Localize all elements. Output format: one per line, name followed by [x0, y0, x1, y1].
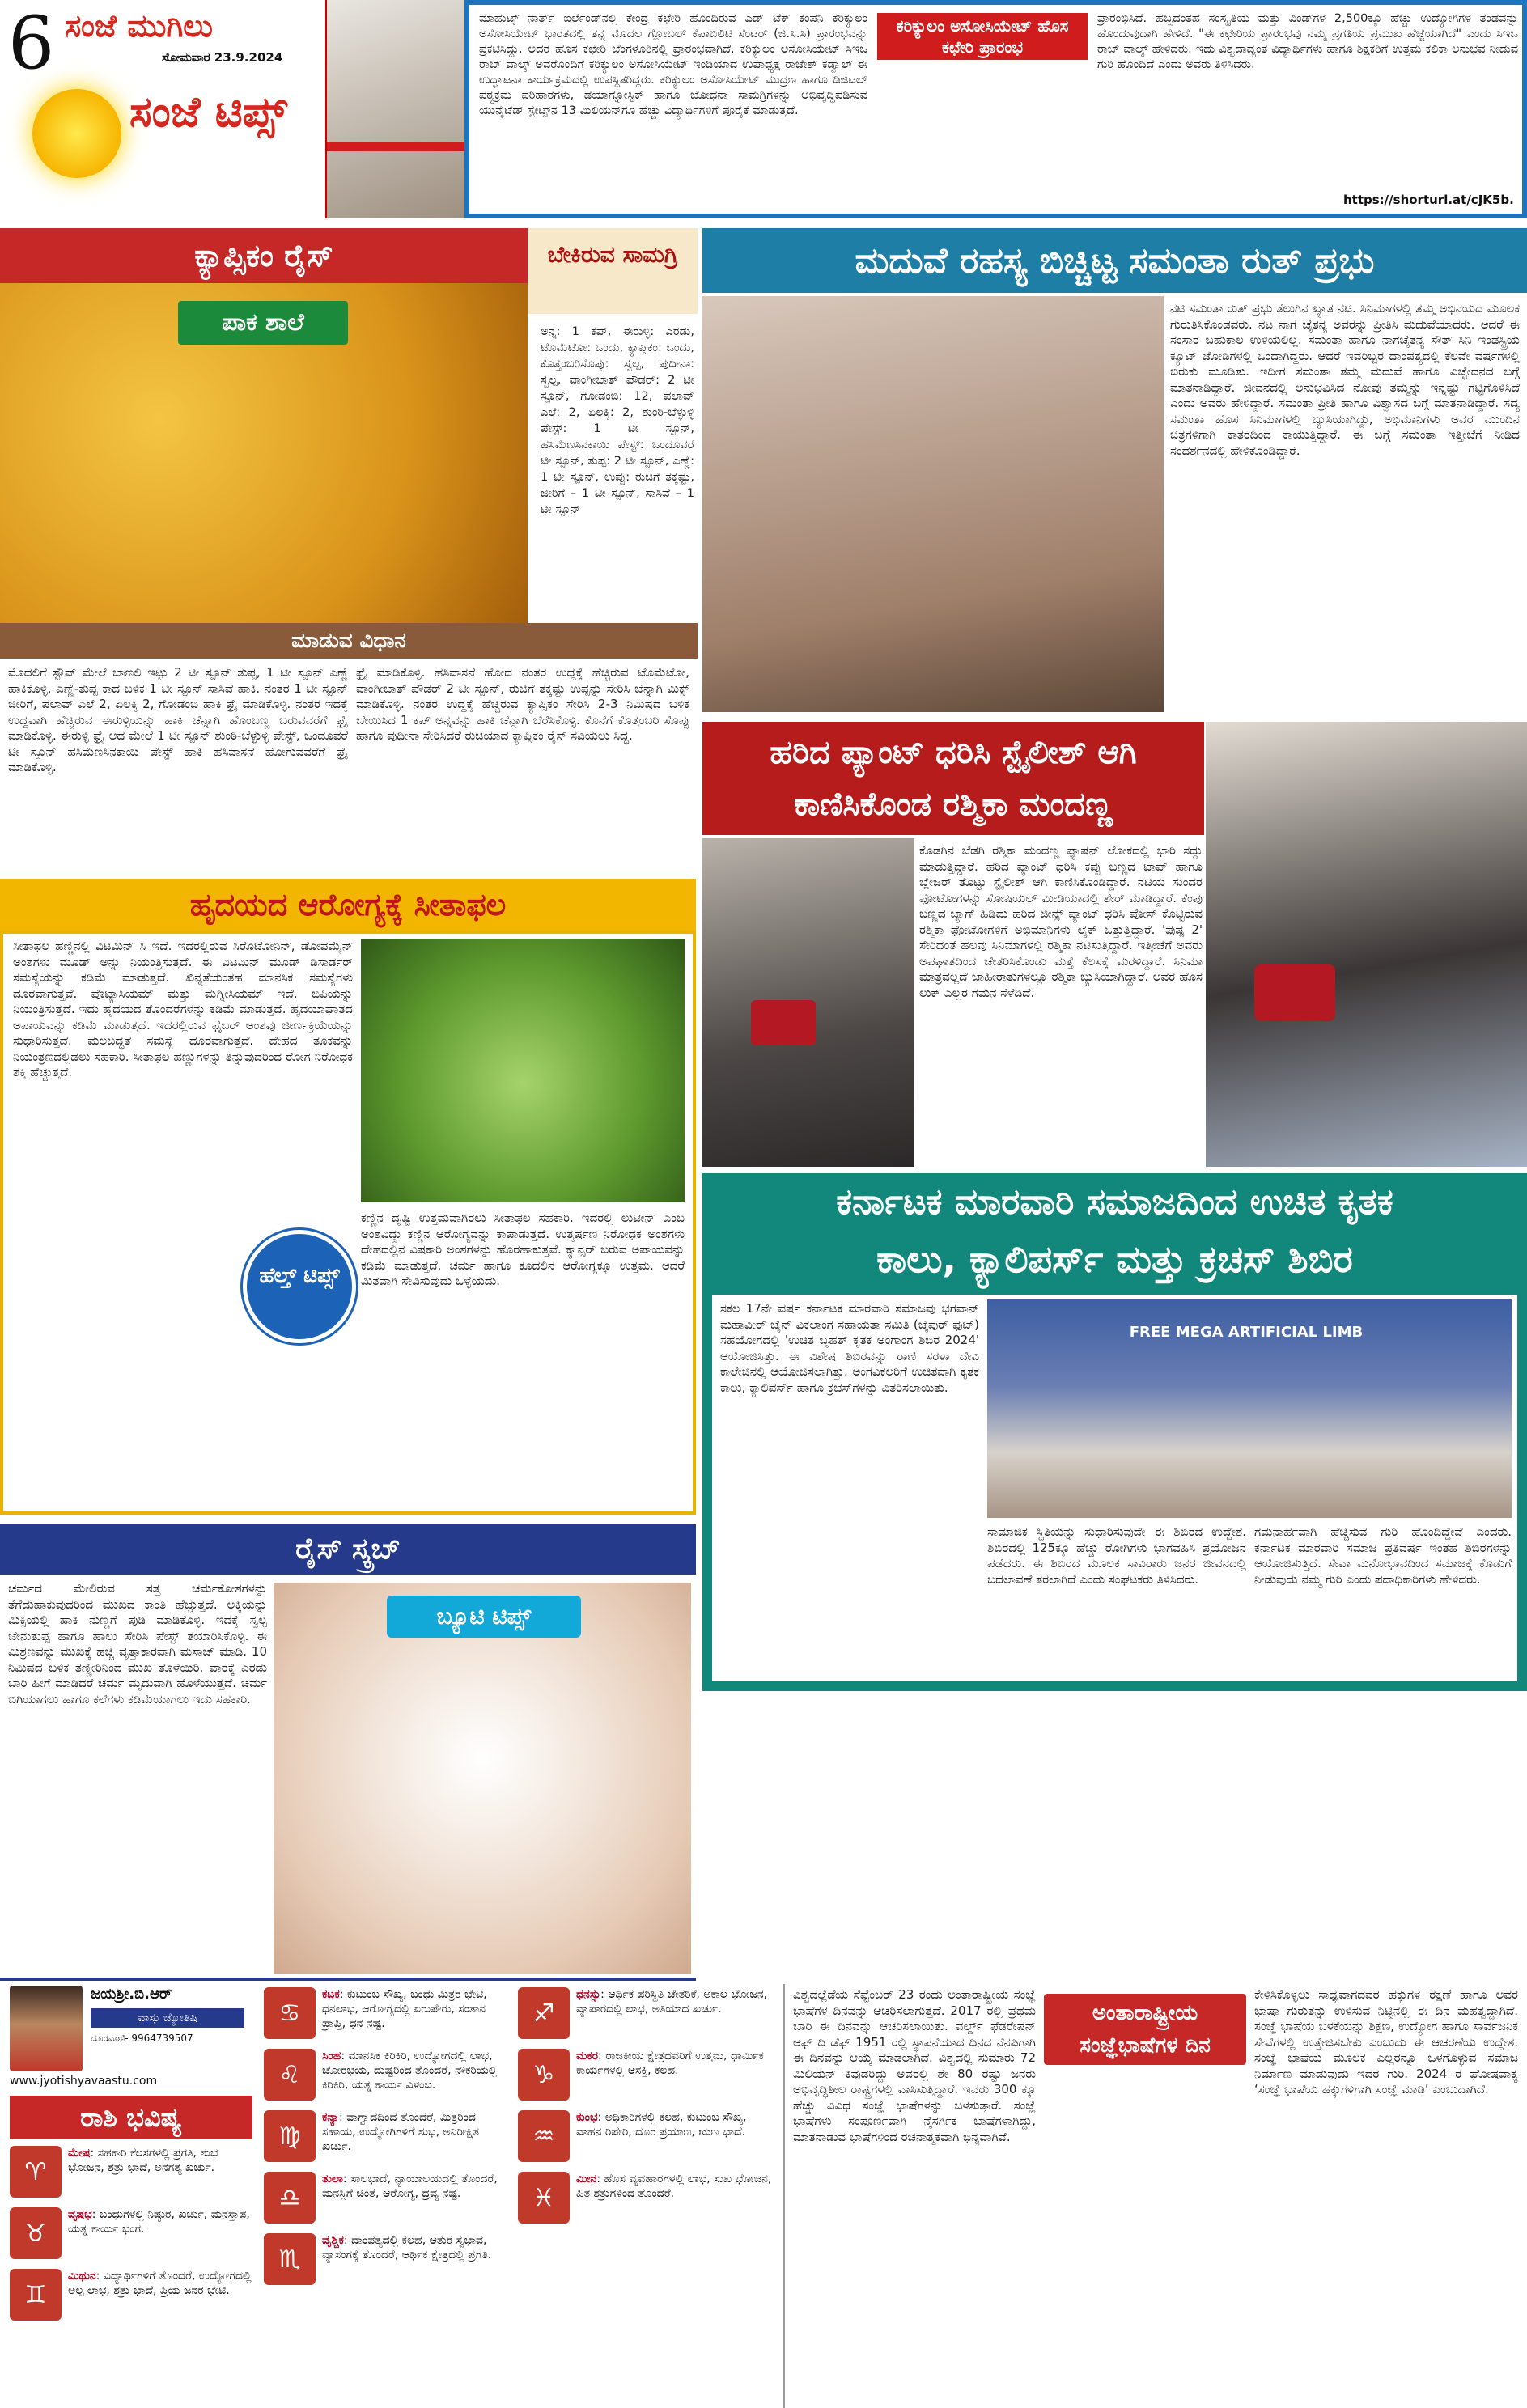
scorpion-icon: ♏ — [264, 2233, 316, 2285]
rice-scrub-rule — [0, 1978, 696, 1981]
lion-icon: ♌ — [264, 2049, 316, 2101]
samantha-headline: ಮದುವೆ ರಹಸ್ಯ ಬಿಚ್ಚಿಟ್ಟ ಸಮಂತಾ ರುತ್ ಪ್ರಭು — [702, 228, 1527, 293]
bull-icon: ♉ — [10, 2207, 62, 2259]
masthead — [0, 0, 327, 218]
rashi-vrishabha: ♉ ವೃಷಭ: ಬಂಧುಗಳಲ್ಲಿ ನಿಷ್ಠುರ, ಖರ್ಚು, ಮನಸ್ತಾಪ, ಯತ್ನ ಕಾರ್ಯ ಭಂಗ. — [10, 2207, 252, 2259]
camp-body-1: ಸಕಲ 17ನೇ ವರ್ಷ ಕರ್ನಾಟಕ ಮಾರವಾರಿ ಸಮಾಜವು ಭಗವಾನ್ ಮಹಾವೀರ್ ಜೈನ್ ವಿಕಲಾಂಗ ಸಹಾಯತಾ ಸಮಿತಿ (ಜೈಪುರ್ ಫುಟ್) ಸಹಯೋಗದಲ್ಲಿ 'ಉಚಿತ ಬೃಹತ್ ಕೃತಕ ಅಂಗಾಂಗ ಶಿಬಿರ 2024' ಆಯೋಜಿಸಿತ್ತು. ಈ ವಿಶೇಷ ಶಿಬಿರವನ್ನು ರಾಣಿ ಸರಳಾ ದೇವಿ ಕಾಲೇಜಿನಲ್ಲಿ ಆಯೋಜಿಸಲಾಗಿತ್ತು. ಅಂಗವಿಕಲರಿಗೆ ಉಚಿತವಾಗಿ ಕೃತಕ ಕಾಲು, ಕ್ಯಾಲಿಪರ್ಸ್ ಹಾಗೂ ಕ್ರಚಸ್‌ಗಳನ್ನು ವಿತರಿಸಲಾಯಿತು. — [720, 1301, 979, 1395]
astrologer-name: ಜಯಶ್ರೀ.ಬಿ.ಆರ್ — [91, 1986, 172, 2003]
astrologer-avatar — [10, 1986, 83, 2071]
rashmika-photo-left — [702, 838, 914, 1167]
sign-language-body-2: ಕೇಳಿಸಿಕೊಳ್ಳಲು ಸಾಧ್ಯವಾಗದವರ ಹಕ್ಕುಗಳ ರಕ್ಷಣೆ ಹಾಗೂ ಅವರ ಭಾಷಾ ಗುರುತನ್ನು ಉಳಿಸುವ ನಿಟ್ಟಿನಲ್ಲಿ ಈ ದಿನ ಮಹತ್ವದ್ದಾಗಿದೆ. ಸಂಜ್ಞೆ ಭಾಷೆಯ ಬಳಕೆಯನ್ನು ಶಿಕ್ಷಣ, ಉದ್ಯೋಗ ಹಾಗೂ ಸಾರ್ವಜನಿಕ ಸೇವೆಗಳಲ್ಲಿ ಉತ್ತೇಜಿಸಬೇಕು ಎಂಬುದು ಈ ಆಚರಣೆಯ ಉದ್ದೇಶ. ಸಂಜ್ಞೆ ಭಾಷೆಯ ಮೂಲಕ ಎಲ್ಲರನ್ನೂ ಒಳಗೊಳ್ಳುವ ಸಮಾಜ ನಿರ್ಮಾಣ ಮಾಡುವುದು ಇದರ ಗುರಿ. 2024 ರ ಘೋಷವಾಕ್ಯ ‘ಸಂಜ್ಞೆ ಭಾಷೆಯ ಹಕ್ಕುಗಳಿಗಾಗಿ ಸಂಜ್ಞೆ ಮಾಡಿ’ ಎಂಬುದಾಗಿದೆ. — [1254, 1987, 1518, 2096]
ram-icon: ♈ — [10, 2146, 62, 2198]
office-launch-photo — [327, 0, 464, 218]
custard-apple-headline: ಹೃದಯದ ಆರೋಗ್ಯಕ್ಕೆ ಸೀತಾಫಲ — [0, 879, 696, 931]
archer-icon: ♐ — [518, 1987, 570, 2039]
recipe-ingredients: ಅನ್ನ: 1 ಕಪ್, ಈರುಳ್ಳಿ: ಎರಡು, ಟೊಮೆಟೋ: ಒಂದು, ಕ್ಯಾಪ್ಸಿಕಂ: ಒಂದು, ಕೊತ್ತಂಬರಿಸೊಪ್ಪು: ಸ್ವಲ್ಪ, ಪುದೀನಾ: ಸ್ವಲ್ಪ, ವಾಂಗೀಬಾತ್ ಪೌಡರ್: 2 ಟೀ ಸ್ಪೂನ್, ಗೋಡಂಬಿ: 12, ಪಲಾವ್ ಎಲೆ: 2, ಏಲಕ್ಕಿ: 2, ಶುಂಠಿ-ಬೆಳ್ಳುಳ್ಳಿ ಪೇಸ್ಟ್: 1 ಟೀ ಸ್ಪೂನ್, ಹಸಿಮೆಣಸಿನಕಾಯಿ ಪೇಸ್ಟ್: ಒಂದೂವರೆ ಟೀ ಸ್ಪೂನ್, ತುಪ್ಪ: 2 ಟೀ ಸ್ಪೂನ್, ಎಣ್ಣೆ: 1 ಟೀ ಸ್ಪೂನ್, ಉಪ್ಪು: ರುಚಿಗೆ ತಕ್ಕಷ್ಟು, ಜೀರಿಗೆ – 1 ಟೀ ಸ್ಪೂನ್, ಸಾಸಿವೆ – 1 ಟೀ ಸ್ಪೂನ್ — [541, 325, 694, 516]
sign-language-headline: ಅಂತಾರಾಷ್ಟ್ರೀಯ ಸಂಜ್ಞೆಭಾಷೆಗಳ ದಿನ — [1044, 1994, 1246, 2065]
ribbon-icon — [327, 142, 464, 151]
top-story-body-right: ಪ್ರಾರಂಭಿಸಿದೆ. ಹಬ್ಬದಂತಹ ಸಂಸ್ಕೃತಿಯ ಮತ್ತು ವಿಂಡ್‌ಗಳ 2,500ಕ್ಕೂ ಹೆಚ್ಚು ಉದ್ಯೋಗಿಗಳ ತಂಡವನ್ನು ಹೊಂದುವುದಾಗಿ ಹೇಳಿದೆ. "ಈ ಕಛೇರಿಯ ಪ್ರಾರಂಭವು ನಮ್ಮ ಪ್ರಗತಿಯ ಪ್ರಮುಖ ಹೆಜ್ಜೆಯಾಗಿದೆ" ಎಂದು ಸಿಇಒ ರಾಬ್ ವಾಲ್ಶ್ ಹೇಳಿದರು. ಇದು ವಿಶ್ವದಾದ್ಯಂತ ವಿದ್ಯಾರ್ಥಿಗಳು ಹಾಗೂ ಶಿಕ್ಷಕರಿಗೆ ಉತ್ತಮ ಕಲಿಕಾ ಅನುಭವ ನೀಡುವ ಗುರಿ ಹೊಂದಿದೆ ಎಂದು ಅವರು ತಿಳಿಸಿದರು. — [1097, 12, 1518, 71]
section-title: ಸಂಜೆ ಟಿಪ್ಸ್ — [129, 89, 287, 137]
rashi-makara: ♑ ಮಕರ: ರಾಜಕೀಯ ಕ್ಷೇತ್ರದವರಿಗೆ ಉತ್ತಮ, ಧಾರ್ಮಿಕ ಕಾರ್ಯಗಳಲ್ಲಿ ಆಸಕ್ತಿ, ಕಲಹ. — [518, 2049, 774, 2101]
rashmika-photo-right — [1206, 722, 1527, 1167]
rashi-vrishchika: ♏ ವೃಶ್ಚಿಕ: ದಾಂಪತ್ಯದಲ್ಲಿ ಕಲಹ, ಆತುರ ಸ್ವಭಾವ, ವ್ಯಾಸಂಗಕ್ಕೆ ತೊಂದರೆ, ಆರ್ಥಿಕ ಕ್ಷೇತ್ರದಲ್ಲಿ ಪ್ರಗತಿ. — [264, 2233, 507, 2285]
custard-apple-body-2: ಕಣ್ಣಿನ ದೃಷ್ಟಿ ಉತ್ತಮವಾಗಿರಲು ಸೀತಾಫಲ ಸಹಕಾರಿ. ಇದರಲ್ಲಿ ಲುಟೀನ್ ಎಂಬ ಅಂಶವಿದ್ದು ಕಣ್ಣಿನ ಆರೋಗ್ಯವನ್ನು ಕಾಪಾಡುತ್ತದೆ. ಉತ್ಕರ್ಷಣ ನಿರೋಧಕ ಅಂಶಗಳು ದೇಹದಲ್ಲಿನ ವಿಷಕಾರಿ ಅಂಶಗಳನ್ನು ಹೊರಹಾಕುತ್ತವೆ. ಕ್ಯಾನ್ಸರ್ ಬರುವ ಅಪಾಯವನ್ನು ಕಡಿಮೆ ಮಾಡುತ್ತದೆ. ಚರ್ಮ ಹಾಗೂ ಕೂದಲಿನ ಆರೋಗ್ಯಕ್ಕೂ ಉತ್ತಮ. ಆದರೆ ಮಿತವಾಗಿ ಸೇವಿಸುವುದು ಒಳ್ಳೆಯದು. — [361, 1210, 685, 1288]
camp-headline-1: ಕರ್ನಾಟಕ ಮಾರವಾರಿ ಸಮಾಜದಿಂದ ಉಚಿತ ಕೃತಕ — [836, 1181, 1393, 1223]
water-bearer-icon: ♒ — [518, 2110, 570, 2162]
rashi-kataka: ♋ ಕಟಕ: ಕುಟುಂಬ ಸೌಖ್ಯ, ಬಂಧು ಮಿತ್ರರ ಭೇಟಿ, ಧನಲಾಭ, ಆರೋಗ್ಯದಲ್ಲಿ ಏರುಪೇರು, ಸಂತಾನ ಪ್ರಾಪ್ತಿ, ಧನ ನಷ್ಟ. — [264, 1987, 507, 2039]
rashi-dhanassu: ♐ ಧನಸ್ಸು: ಆರ್ಥಿಕ ಪರಿಸ್ಥಿತಿ ಚೇತರಿಕೆ, ಅಕಾಲ ಭೋಜನ, ವ್ಯಾಪಾರದಲ್ಲಿ ಲಾಭ, ಅತಿಯಾದ ಖರ್ಚು. — [518, 1987, 774, 2039]
camp-body-3: ಗಮನಾರ್ಹವಾಗಿ ಹೆಚ್ಚಿಸುವ ಗುರಿ ಹೊಂದಿದ್ದೇವೆ ಎಂದರು. ಕರ್ನಾಟಕ ಮಾರವಾರಿ ಸಮಾಜ ಪ್ರತಿವರ್ಷ ಇಂತಹ ಶಿಬಿರಗಳನ್ನು ಆಯೋಜಿಸುತ್ತಿದೆ. ಸೇವಾ ಮನೋಭಾವದಿಂದ ಸಮಾಜಕ್ಕೆ ಕೊಡುಗೆ ನೀಡುವುದು ನಮ್ಮ ಗುರಿ ಎಂದು ಪದಾಧಿಕಾರಿಗಳು ಹೇಳಿದರು. — [1254, 1524, 1512, 1587]
top-story — [464, 0, 1527, 218]
recipe-title: ಕ್ಯಾಪ್ಸಿಕಂ ರೈಸ್ — [0, 228, 528, 283]
rashmika-body: ಕೊಡಗಿನ ಬೆಡಗಿ ರಶ್ಮಿಕಾ ಮಂದಣ್ಣ ಫ್ಯಾಷನ್ ಲೋಕದಲ್ಲಿ ಭಾರಿ ಸದ್ದು ಮಾಡುತ್ತಿದ್ದಾರೆ. ಹರಿದ ಪ್ಯಾಂಟ್ ಧರಿಸಿ ಕಪ್ಪು ಬಣ್ಣದ ಟಾಪ್ ಹಾಗೂ ಬ್ಲೇಜರ್ ತೊಟ್ಟು ಸ್ಟೈಲೀಶ್ ಆಗಿ ಕಾಣಿಸಿಕೊಂಡಿದ್ದಾರೆ. ನಟಿಯ ಸುಂದರ ಫೋಟೋಗಳನ್ನು ಸೋಷಿಯಲ್ ಮೀಡಿಯಾದಲ್ಲಿ ಶೇರ್ ಮಾಡಿದ್ದಾರೆ. ಕೆಂಪು ಬಣ್ಣದ ಬ್ಯಾಗ್ ಹಿಡಿದು ಹರಿದ ಜೀನ್ಸ್ ಪ್ಯಾಂಟ್ ಧರಿಸಿ ಪೋಸ್ ಕೊಟ್ಟಿರುವ ರಶ್ಮಿಕಾ ಫೋಟೋಗಳಿಗೆ ಅಭಿಮಾನಿಗಳು ಲೈಕ್ ಒತ್ತುತ್ತಿದ್ದಾರೆ. 'ಪುಷ್ಪ 2' ಸೇರಿದಂತೆ ಹಲವು ಸಿನಿಮಾಗಳಲ್ಲಿ ರಶ್ಮಿಕಾ ನಟಿಸುತ್ತಿದ್ದಾರೆ. ಇತ್ತೀಚೆಗೆ ಅವರು ಅಪಘಾತದಿಂದ ಚೇತರಿಸಿಕೊಂಡು ಮತ್ತೆ ಕೆಲಸಕ್ಕೆ ಮರಳಿದ್ದಾರೆ. ಸಿನಿಮಾ ಮಾತ್ರವಲ್ಲದೆ ಜಾಹೀರಾತುಗಳಲ್ಲೂ ರಶ್ಮಿಕಾ ಬ್ಯುಸಿಯಾಗಿದ್ದಾರೆ. ಅವರ ಹೊಸ ಲುಕ್ ಎಲ್ಲರ ಗಮನ ಸೆಳೆದಿದೆ. — [919, 843, 1203, 1000]
page-number: 6 — [8, 5, 55, 83]
masthead-date: ಸೋಮವಾರ 23.9.2024 — [162, 50, 283, 65]
sign-language-body-1: ವಿಶ್ವದಲ್ಲೆಡೆಯ ಸೆಪ್ಟೆಂಬರ್ 23 ರಂದು ಅಂತಾರಾಷ್ಟ್ರೀಯ ಸಂಜ್ಞೆ ಭಾಷೆಗಳ ದಿನವನ್ನು ಆಚರಿಸಲಾಗುತ್ತದೆ. 2017 ರಲ್ಲಿ ಪ್ರಥಮ ಬಾರಿ ಈ ದಿನವನ್ನು ಆಚರಿಸಲಾಯಿತು. ವರ್ಲ್ಡ್ ಫೆಡರೇಷನ್ ಆಫ್ ದಿ ಡೆಫ್ 1951 ರಲ್ಲಿ ಸ್ಥಾಪನೆಯಾದ ದಿನದ ನೆನಪಿಗಾಗಿ ಈ ದಿನವನ್ನು ಆಯ್ಕೆ ಮಾಡಲಾಗಿದೆ. ವಿಶ್ವದಲ್ಲಿ ಸುಮಾರು 72 ಮಿಲಿಯನ್ ಕಿವುಡರಿದ್ದು ಅವರಲ್ಲಿ ಶೇ 80 ರಷ್ಟು ಜನರು ಅಭಿವೃದ್ಧಿಶೀಲ ರಾಷ್ಟ್ರಗಳಲ್ಲಿ ವಾಸಿಸುತ್ತಿದ್ದಾರೆ. ಇವರು 300 ಕ್ಕೂ ಹೆಚ್ಚು ವಿವಿಧ ಸಂಜ್ಞೆ ಭಾಷೆಗಳನ್ನು ಬಳಸುತ್ತಾರೆ. ಸಂಜ್ಞೆ ಭಾಷೆಗಳು ಸಂಪೂರ್ಣವಾಗಿ ನೈಸರ್ಗಿಕ ಭಾಷೆಗಳಾಗಿದ್ದು, ಮಾತನಾಡುವ ಭಾಷೆಗಳಿಂದ ರಚನಾತ್ಮಕವಾಗಿ ಭಿನ್ನವಾಗಿವೆ. — [793, 1987, 1036, 2144]
bulb-icon — [32, 89, 121, 178]
rice-scrub-headline: ರೈಸ್ ಸ್ಕ್ರಬ್ — [0, 1524, 696, 1575]
health-tips-badge: ಹೆಲ್ತ್ ಟಿಪ್ಸ್ — [243, 1230, 356, 1343]
red-bag-icon-2 — [1254, 964, 1335, 1021]
scales-icon: ♎ — [264, 2172, 316, 2224]
top-story-headline: ಕರಿಕ್ಯುಲಂ ಅಸೋಸಿಯೇಟ್ ಹೊಸ ಕಛೇರಿ ಪ್ರಾರಂಭ — [877, 13, 1088, 60]
horoscope-column-1 — [10, 2146, 252, 2405]
rashi-meena: ♓ ಮೀನ: ಹೊಸ ವ್ಯವಹಾರಗಳಲ್ಲಿ ಲಾಭ, ಸುಖ ಭೋಜನ, ಹಿತ ಶತ್ರುಗಳಿಂದ ತೊಂದರೆ. — [518, 2172, 774, 2224]
camp-body-2: ಸಾಮಾಜಿಕ ಸ್ಥಿತಿಯನ್ನು ಸುಧಾರಿಸುವುದೇ ಈ ಶಿಬಿರದ ಉದ್ದೇಶ. ಶಿಬಿರದಲ್ಲಿ 125ಕ್ಕೂ ಹೆಚ್ಚು ರೋಗಿಗಳು ಭಾಗವಹಿಸಿ ಪ್ರಯೋಜನ ಪಡೆದರು. ಈ ಶಿಬಿರದ ಮೂಲಕ ಸಾವಿರಾರು ಜನರ ಜೀವನದಲ್ಲಿ ಬದಲಾವಣೆ ತರಲಾಗಿದೆ ಎಂದು ಸಂಘಟಕರು ತಿಳಿಸಿದರು. — [987, 1524, 1246, 1587]
camp-banner-text: FREE MEGA ARTIFICIAL LIMB — [1129, 1324, 1364, 1341]
horoscope-title: ರಾಶಿ ಭವಿಷ್ಯ — [10, 2096, 252, 2139]
horoscope-column-2 — [264, 1987, 507, 2405]
camp-photo — [987, 1299, 1512, 1518]
recipe-method: ಮೊದಲಿಗೆ ಸ್ಟೌವ್ ಮೇಲೆ ಬಾಣಲಿ ಇಟ್ಟು 2 ಟೀ ಸ್ಪೂನ್ ತುಪ್ಪ, 1 ಟೀ ಸ್ಪೂನ್ ಎಣ್ಣೆ ಹಾಕಿಕೊಳ್ಳಿ. ಎಣ್ಣೆ-ತುಪ್ಪ ಕಾದ ಬಳಿಕ 1 ಟೀ ಸ್ಪೂನ್ ಸಾಸಿವೆ ಹಾಕಿ. ನಂತರ 1 ಟೀ ಸ್ಪೂನ್ ಜೀರಿಗೆ, ಪಲಾವ್ ಎಲೆ 2, ಏಲಕ್ಕಿ 2, ಗೋಡಂಬಿ ಹಾಕಿ ಫ್ರೈ ಮಾಡಿಕೊಳ್ಳಿ. ನಂತರ ಇದಕ್ಕೆ ಉದ್ದವಾಗಿ ಹೆಚ್ಚಿರುವ ಈರುಳ್ಳಿಯನ್ನು ಹಾಕಿ ಚೆನ್ನಾಗಿ ಹೊಂಬಣ್ಣ ಬರುವವರೆಗೆ ಫ್ರೈ ಮಾಡಿಕೊಳ್ಳಿ. ಈರುಳ್ಳಿ ಫ್ರೈ ಆದ ಮೇಲೆ 1 ಟೀ ಸ್ಪೂನ್ ಶುಂಠಿ-ಬೆಳ್ಳುಳ್ಳಿ ಪೇಸ್ಟ್, ಒಂದೂವರೆ ಟೀ ಸ್ಪೂನ್ ಹಸಿಮೆಣಸಿನಕಾಯಿ ಪೇಸ್ಟ್ ಹಾಕಿ ಹಸಿವಾಸನೆ ಹೋಗುವವರೆಗೆ ಫ್ರೈ ಮಾಡಿಕೊಳ್ಳಿ. — [8, 665, 348, 774]
rashi-simha: ♌ ಸಿಂಹ: ಮಾನಸಿಕ ಕಿರಿಕಿರಿ, ಉದ್ಯೋಗದಲ್ಲಿ ಲಾಭ, ಚೋರಭಯ, ದುಷ್ಟರಿಂದ ತೊಂದರೆ, ನೌಕರಿಯಲ್ಲಿ ಕಿರಿಕಿರಿ, ಯತ್ನ ಕಾರ್ಯ ವಿಳಂಬ. — [264, 2049, 507, 2101]
red-bag-icon — [751, 1000, 816, 1045]
rashmika-headline: ಹರಿದ ಪ್ಯಾಂಟ್ ಧರಿಸಿ ಸ್ಟೈಲೀಶ್ ಆಗಿ ಕಾಣಿಸಿಕೊಂಡ ರಶ್ಮಿಕಾ ಮಂದಣ್ಣ — [702, 722, 1204, 835]
fish-icon: ♓ — [518, 2172, 570, 2224]
recipe-photo — [0, 283, 528, 623]
twins-icon: ♊ — [10, 2269, 62, 2321]
maiden-icon: ♍ — [264, 2110, 316, 2162]
top-story-body-left: ಮಾಹುಟ್ಸ್ ನಾರ್ತ್ ಐರ್ಲೆಂಡ್‌ನಲ್ಲಿ ಕೇಂದ್ರ ಕಛೇರಿ ಹೊಂದಿರುವ ಎಡ್ ಟೆಕ್ ಕಂಪನಿ ಕರಿಕ್ಯುಲಂ ಅಸೋಸಿಯೇಟ್ ಭಾರತದಲ್ಲಿ ತನ್ನ ಮೊದಲ ಗ್ಲೋಬಲ್ ಕೆಪಾಬಿಲಿಟಿ ಸೆಂಟರ್ (ಜಿ.ಸಿ.ಸಿ) ಪ್ರಾರಂಭವನ್ನು ಪ್ರಕಟಿಸಿದ್ದು, ಅದರ ಹೊಸ ಕಛೇರಿ ಬೆಂಗಳೂರಿನಲ್ಲಿ ಪ್ರಾರಂಭವಾಗಿದೆ. ಕರಿಕ್ಯುಲಂ ಅಸೋಸಿಯೇಟ್ ಸಿಇಒ ರಾಬ್ ವಾಲ್ಶ್ ಅವರೊಂದಿಗೆ ಕರಿಕ್ಯುಲಂ ಅಸೋಸಿಯೇಟ್ ಇಂಡಿಯಾದ ಉಪಾಧ್ಯಕ್ಷ ರಾಜೇಶ್ ಕಡ್ವಾಲ್ ಈ ಉದ್ಘಾಟನಾ ಕಾರ್ಯಕ್ರಮದಲ್ಲಿ ಉಪಸ್ಥಿತರಿದ್ದರು. ಕರಿಕ್ಯುಲಂ ಅಸೋಸಿಯೇಟ್ ಮುದ್ರಣ ಹಾಗೂ ಡಿಜಿಟಲ್ ಪಠ್ಯಕ್ರಮ ಪರಿಹಾರಗಳು, ಡಯಾಗ್ನೋಸ್ಟಿಕ್ ಹಾಗೂ ಬೋಧನಾ ಸಾಮಗ್ರಿಗಳನ್ನು ಅಭಿವೃದ್ಧಿಪಡಿಸುವ ಯುನೈಟೆಡ್ ಸ್ಟೇಟ್ಸ್‌ನ 13 ಮಿಲಿಯನ್‌ಗೂ ಹೆಚ್ಚು ವಿದ್ಯಾರ್ಥಿಗಳಿಗೆ ಪೂರೈಕೆ ಮಾಡುತ್ತದೆ. — [479, 12, 867, 117]
camp-headline-2: ಕಾಲು, ಕ್ಯಾಲಿಪರ್ಸ್ ಮತ್ತು ಕ್ರಚಸ್ ಶಿಬಿರ — [876, 1237, 1353, 1281]
rashi-kanya: ♍ ಕನ್ಯಾ: ವಾಗ್ವಾದದಿಂದ ತೊಂದರೆ, ಮಿತ್ರರಿಂದ ಸಹಾಯ, ಉದ್ಯೋಗಿಗಳಿಗೆ ಶುಭ, ಅನಿರೀಕ್ಷಿತ ಖರ್ಚು. — [264, 2110, 507, 2162]
beauty-tips-badge: ಬ್ಯೂಟಿ ಟಿಪ್ಸ್ — [387, 1596, 581, 1638]
goat-icon: ♑ — [518, 2049, 570, 2101]
samantha-body: ನಟಿ ಸಮಂತಾ ರುತ್ ಪ್ರಭು ತೆಲುಗಿನ ಖ್ಯಾತ ನಟಿ. ಸಿನಿಮಾಗಳಲ್ಲಿ ತಮ್ಮ ಅಭಿನಯದ ಮೂಲಕ ಗುರುತಿಸಿಕೊಂಡವರು. ನಟ ನಾಗ ಚೈತನ್ಯ ಅವರನ್ನು ಪ್ರೀತಿಸಿ ಮದುವೆಯಾದರು. ಆದರೆ ಈ ಸಂಸಾರ ಬಹುಕಾಲ ಉಳಿಯಲಿಲ್ಲ. ಸಮಂತಾ ಹಾಗೂ ನಾಗಚೈತನ್ಯ ಸೌತ್ ಸಿನಿ ಇಂಡಸ್ಟ್ರಿಯ ಕ್ಯೂಟ್ ಜೋಡಿಗಳಲ್ಲಿ ಒಂದಾಗಿದ್ದರು. ಆದರೆ ಇವರಿಬ್ಬರ ದಾಂಪತ್ಯದಲ್ಲಿ ಕೆಲವೇ ವರ್ಷಗಳಲ್ಲಿ ಬಿರುಕು ಮೂಡಿತು. ಇದೀಗ ಸಮಂತಾ ತಮ್ಮ ಮದುವೆ ಹಾಗೂ ವಿಚ್ಛೇದನದ ಬಗ್ಗೆ ಮಾತನಾಡಿದ್ದಾರೆ. ಜೀವನದಲ್ಲಿ ಅನುಭವಿಸಿದ ನೋವು ತಮ್ಮನ್ನು ಇನ್ನಷ್ಟು ಗಟ್ಟಿಗೊಳಿಸಿದೆ ಎಂದು ಅವರು ಹೇಳಿದ್ದಾರೆ. ಸಮಂತಾ ಪ್ರೀತಿ ಹಾಗೂ ವಿಶ್ವಾಸದ ಬಗ್ಗೆ ಮಾತನಾಡಿದ್ದಾರೆ. ಸದ್ಯ ಸಮಂತಾ ಹೊಸ ಸಿನಿಮಾಗಳಲ್ಲಿ ಬ್ಯುಸಿಯಾಗಿದ್ದು, ಅಭಿಮಾನಿಗಳು ಅವರ ಮುಂದಿನ ಚಿತ್ರಗಳಿಗಾಗಿ ಕಾತರದಿಂದ ಕಾಯುತ್ತಿದ್ದಾರೆ. ಈ ಬಗ್ಗೆ ಸಮಂತಾ ಇತ್ತೀಚೆಗೆ ನೀಡಿದ ಸಂದರ್ಶನದಲ್ಲಿ ಹೇಳಿಕೊಂಡಿದ್ದಾರೆ. — [1170, 301, 1520, 458]
astrologer-website[interactable]: www.jyotishyavaastu.com — [10, 2075, 158, 2088]
recipe-kitchen-label: ಪಾಕ ಶಾಲೆ — [178, 301, 348, 345]
rice-scrub-body: ಚರ್ಮದ ಮೇಲಿರುವ ಸತ್ತ ಚರ್ಮಕೋಶಗಳನ್ನು ತೆಗೆದುಹಾಕುವುದರಿಂದ ಮುಖದ ಕಾಂತಿ ಹೆಚ್ಚುತ್ತದೆ. ಅಕ್ಕಿಯನ್ನು ಮಿಕ್ಸಿಯಲ್ಲಿ ಹಾಕಿ ನುಣ್ಣಗೆ ಪುಡಿ ಮಾಡಿಕೊಳ್ಳಿ. ಇದಕ್ಕೆ ಸ್ವಲ್ಪ ಜೇನುತುಪ್ಪ ಹಾಗೂ ಹಾಲು ಸೇರಿಸಿ ಪೇಸ್ಟ್ ತಯಾರಿಸಿಕೊಳ್ಳಿ. ಈ ಮಿಶ್ರಣವನ್ನು ಮುಖಕ್ಕೆ ಹಚ್ಚಿ ವೃತ್ತಾಕಾರವಾಗಿ ಮಸಾಜ್ ಮಾಡಿ. 10 ನಿಮಿಷದ ಬಳಿಕ ತಣ್ಣೀರಿನಿಂದ ಮುಖ ತೊಳೆಯಿರಿ. ವಾರಕ್ಕೆ ಎರಡು ಬಾರಿ ಹೀಗೆ ಮಾಡಿದರೆ ಚರ್ಮ ಮೃದುವಾಗಿ ಹೊಳೆಯುತ್ತದೆ. ಚರ್ಮ ಬಿಗಿಯಾಗಲು ಹಾಗೂ ಕಲೆಗಳು ಕಡಿಮೆಯಾಗಲು ಇದು ಸಹಕಾರಿ. — [8, 1581, 267, 1706]
horoscope-section — [0, 1984, 777, 2408]
astrologer-role: ವಾಸ್ತು ಜ್ಯೋತಿಷಿ — [91, 2008, 244, 2028]
horoscope-column-3 — [518, 1987, 774, 2405]
custard-apple-photo — [361, 939, 685, 1202]
recipe-method-continued: ಫ್ರೈ ಮಾಡಿಕೊಳ್ಳಿ. ಹಸಿವಾಸನೆ ಹೋದ ನಂತರ ಉದ್ದಕ್ಕೆ ಹೆಚ್ಚಿರುವ ಟೊಮೆಟೋ, ವಾಂಗೀಬಾತ್ ಪೌಡರ್ 2 ಟೀ ಸ್ಪೂನ್, ರುಚಿಗೆ ತಕ್ಕಷ್ಟು ಉಪ್ಪನ್ನು ಸೇರಿಸಿ ಚೆನ್ನಾಗಿ ಮಿಕ್ಸ್ ಮಾಡಿಕೊಳ್ಳಿ. ನಂತರ ಉದ್ದಕ್ಕೆ ಹೆಚ್ಚಿರುವ ಕ್ಯಾಪ್ಸಿಕಂ ಸೇರಿಸಿ 2-3 ನಿಮಿಷದ ಬಳಿಕ ಬೇಯಿಸಿದ 1 ಕಪ್ ಅನ್ನವನ್ನು ಹಾಕಿ ಚೆನ್ನಾಗಿ ಬೆರೆಸಿಕೊಳ್ಳಿ. ಕೊನೆಗೆ ಕೊತ್ತಂಬರಿ ಸೊಪ್ಪು ಹಾಗೂ ಪುದೀನಾ ಸೇರಿಸಿದರೆ ರುಚಿಯಾದ ಕ್ಯಾಪ್ಸಿಕಂ ರೈಸ್ ಸವಿಯಲು ಸಿದ್ಧ. — [356, 665, 689, 743]
top-story-link[interactable]: https://shorturl.at/cJK5b. — [1343, 193, 1514, 207]
rashi-mithuna: ♊ ಮಿಥುನ: ವಿದ್ಯಾರ್ಥಿಗಳಿಗೆ ತೊಂದರೆ, ಉದ್ಯೋಗದಲ್ಲಿ ಅಲ್ಪ ಲಾಭ, ಶತ್ರು ಭಾದೆ, ಪ್ರಿಯ ಜನರ ಭೇಟಿ. — [10, 2269, 252, 2321]
custard-apple-body-1: ಸೀತಾಫಲ ಹಣ್ಣಿನಲ್ಲಿ ವಿಟಮಿನ್ ಸಿ ಇದೆ. ಇದರಲ್ಲಿರುವ ಸಿರೊಟೋನಿನ್, ಡೋಪಮೈನ್ ಅಂಶಗಳು ಮೂಡ್ ಅನ್ನು ನಿಯಂತ್ರಿಸುತ್ತದೆ. ಈ ವಿಟಮಿನ್ ಮೂಡ್ ಡಿಸಾರ್ಡರ್ ಸಮಸ್ಯೆಯನ್ನು ಕಡಿಮೆ ಮಾಡುತ್ತದೆ. ಖಿನ್ನತೆಯಂತಹ ಮಾನಸಿಕ ಸಮಸ್ಯೆಗಳು ದೂರವಾಗುತ್ತವೆ. ಪೊಟ್ಯಾಸಿಯಮ್ ಮತ್ತು ಮೆಗ್ನೀಸಿಯಮ್ ಇದೆ. ಬಿಪಿಯನ್ನು ನಿಯಂತ್ರಿಸುತ್ತದೆ. ಇದು ಹೃದಯದ ತೊಂದರೆಗಳನ್ನು ಕಡಿಮೆ ಮಾಡುತ್ತದೆ. ಹೃದಯಾಘಾತದ ಅಪಾಯವನ್ನು ಕಡಿಮೆ ಮಾಡುತ್ತದೆ. ಇದರಲ್ಲಿರುವ ಫೈಬರ್ ಅಂಶವು ಜೀರ್ಣಕ್ರಿಯೆಯನ್ನು ಸುಧಾರಿಸುತ್ತದೆ. ಮಲಬದ್ಧತೆ ಸಮಸ್ಯೆ ದೂರವಾಗುತ್ತದೆ. ದೇಹದ ತೂಕವನ್ನು ನಿಯಂತ್ರಣದಲ್ಲಿಡಲು ಸಹಕಾರಿ. ಸೀತಾಫಲ ಹಣ್ಣುಗಳನ್ನು ತಿನ್ನುವುದರಿಂದ ರೋಗ ನಿರೋಧಕ ಶಕ್ತಿ ಹೆಚ್ಚುತ್ತದೆ. — [13, 939, 353, 1079]
rashi-tula: ♎ ತುಲಾ: ಸಾಲಭಾದೆ, ನ್ಯಾಯಾಲಯದಲ್ಲಿ ತೊಂದರೆ, ಮನಸ್ಸಿಗೆ ಚಿಂತೆ, ಆರೋಗ್ಯ, ದ್ರವ್ಯ ನಷ್ಟ. — [264, 2172, 507, 2224]
astrologer-phone: ದೂರವಾಣಿ- 9964739507 — [91, 2033, 193, 2044]
paper-name: ಸಂಜೆ ಮುಗಿಲು — [65, 8, 214, 44]
recipe-method-title: ಮಾಡುವ ವಿಧಾನ — [0, 623, 698, 659]
recipe-ingredients-title: ಬೇಕಿರುವ ಸಾಮಗ್ರಿ — [528, 228, 698, 314]
beauty-photo — [274, 1583, 691, 1974]
rashi-kumbha: ♒ ಕುಂಭ: ಅಧಿಕಾರಿಗಳಲ್ಲಿ ಕಲಹ, ಕುಟುಂಬ ಸೌಖ್ಯ, ವಾಹನ ರಿಪೇರಿ, ದೂರ ಪ್ರಯಾಣ, ಋಣ ಭಾದೆ. — [518, 2110, 774, 2162]
rashi-mesha: ♈ ಮೇಷ: ಸಹಕಾರಿ ಕೆಲಸಗಳಲ್ಲಿ ಪ್ರಗತಿ, ಶುಭ ಭೋಜನ, ಶತ್ರು ಭಾದೆ, ಅನಗತ್ಯ ಖರ್ಚು. — [10, 2146, 252, 2198]
crab-icon: ♋ — [264, 1987, 316, 2039]
samantha-photo — [702, 296, 1164, 712]
